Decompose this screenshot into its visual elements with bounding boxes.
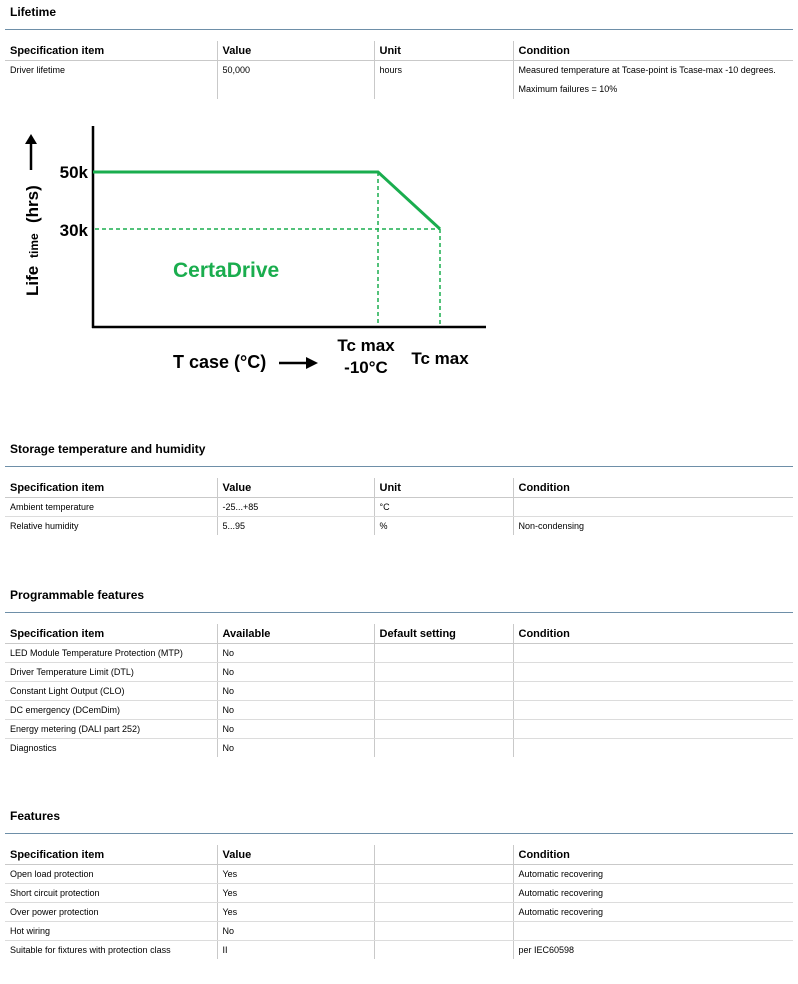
column-header: Condition [513, 845, 793, 864]
section-title-storage: Storage temperature and humidity [10, 442, 206, 456]
cell-value: -25...+85 [217, 497, 374, 516]
column-header: Specification item [5, 845, 217, 864]
y-tick-label: 50k [59, 163, 88, 182]
table-header-row [5, 41, 793, 60]
cell-item: Driver lifetime [10, 64, 66, 75]
section-title-features: Features [10, 809, 61, 823]
table-row [5, 700, 793, 719]
cell-value: No [217, 719, 374, 738]
cell-value: No [217, 921, 374, 940]
column-header: Specification item [5, 478, 217, 497]
cell-item: LED Module Temperature Protection (MTP) [5, 643, 217, 662]
column-header [374, 845, 513, 864]
lifetime-table [5, 41, 793, 99]
table-row [5, 883, 793, 902]
table-header-row [5, 845, 793, 864]
y-label-main: Life [23, 265, 42, 296]
table-row [5, 940, 793, 959]
condition-line: Measured temperature at Tcase-point is Tcase-max -10 degrees. [518, 64, 776, 75]
column-header: Value [217, 478, 374, 497]
cell-default [374, 738, 513, 757]
cell-condition: Automatic recovering [513, 902, 793, 921]
column-header: Condition [513, 41, 793, 60]
y-label-small: time [27, 233, 41, 258]
table-row [5, 921, 793, 940]
cell-value: No [217, 681, 374, 700]
section-divider [5, 833, 793, 834]
x-tick-label: -10°C [344, 358, 388, 377]
column-header: Condition [513, 624, 793, 643]
y-tick-label: 30k [59, 221, 88, 240]
table-row [5, 681, 793, 700]
arrow-right-icon [306, 357, 318, 369]
cell-item: Constant Light Output (CLO) [5, 681, 217, 700]
cell-item: Short circuit protection [5, 883, 217, 902]
cell-condition [513, 60, 793, 99]
cell-item: Relative humidity [10, 520, 79, 531]
section-divider [5, 612, 793, 613]
table-row [5, 497, 793, 516]
cell-empty [374, 940, 513, 959]
arrow-up-icon [25, 134, 37, 144]
cell-default [374, 681, 513, 700]
column-header: Value [217, 41, 374, 60]
cell-value: 5...95 [217, 516, 374, 535]
cell-condition: Automatic recovering [513, 883, 793, 902]
cell-default [374, 643, 513, 662]
cell-item: Suitable for fixtures with protection class [10, 944, 171, 955]
cell-value: Yes [217, 883, 374, 902]
cell-condition [513, 719, 793, 738]
cell-item: Hot wiring [5, 921, 217, 940]
table-header-row [5, 624, 793, 643]
cell-item: DC emergency (DCemDim) [5, 700, 217, 719]
storage-table [5, 478, 793, 535]
table-row [5, 719, 793, 738]
cell-condition [513, 662, 793, 681]
cell-unit: °C [374, 497, 513, 516]
table-row [5, 516, 793, 535]
cell-default [374, 700, 513, 719]
cell-value: II [217, 940, 374, 959]
column-header: Specification item [5, 624, 217, 643]
cell-empty [374, 902, 513, 921]
y-label-unit: (hrs) [23, 185, 42, 223]
cell-item: Driver Temperature Limit (DTL) [5, 662, 217, 681]
cell-item: Ambient temperature [5, 497, 217, 516]
cell-condition [513, 921, 793, 940]
x-tick-label: Tc max [337, 336, 395, 355]
cell-value: No [217, 738, 374, 757]
cell-unit: hours [374, 60, 513, 99]
column-header: Unit [374, 478, 513, 497]
cell-item: Over power protection [5, 902, 217, 921]
cell-condition: Automatic recovering [513, 864, 793, 883]
cell-empty [374, 883, 513, 902]
table-row [5, 864, 793, 883]
series-line [93, 172, 440, 229]
table-row [5, 902, 793, 921]
table-row [5, 643, 793, 662]
column-header: Condition [513, 478, 793, 497]
table-row [5, 738, 793, 757]
cell-value: Yes [217, 864, 374, 883]
cell-value: 50,000 [217, 60, 374, 99]
cell-condition [513, 643, 793, 662]
cell-value: No [217, 662, 374, 681]
programmable-table [5, 624, 793, 757]
table-row [5, 60, 793, 99]
cell-default [374, 719, 513, 738]
cell-condition [513, 700, 793, 719]
table-header-row [5, 478, 793, 497]
cell-condition [513, 497, 793, 516]
brand-label: CertaDrive [173, 259, 280, 282]
cell-condition: per IEC60598 [513, 940, 793, 959]
cell-empty [374, 864, 513, 883]
cell-condition: Non-condensing [513, 516, 793, 535]
cell-value: No [217, 643, 374, 662]
cell-item: Energy metering (DALI part 252) [5, 719, 217, 738]
condition-line: Maximum failures = 10% [518, 83, 618, 94]
column-header: Available [217, 624, 374, 643]
column-header: Default setting [374, 624, 513, 643]
cell-empty [374, 921, 513, 940]
column-header: Unit [374, 41, 513, 60]
x-axis-label: T case (°C) [173, 352, 267, 372]
cell-item: Diagnostics [10, 742, 57, 753]
features-table [5, 845, 793, 959]
y-axis-label [23, 185, 42, 296]
cell-item: Open load protection [5, 864, 217, 883]
cell-unit: % [374, 516, 513, 535]
table-row [5, 662, 793, 681]
column-header: Value [217, 845, 374, 864]
x-tick-label: Tc max [411, 349, 469, 368]
section-divider [5, 29, 793, 30]
column-header: Specification item [5, 41, 217, 60]
section-title-programmable: Programmable features [10, 588, 145, 602]
section-divider [5, 466, 793, 467]
cell-condition [513, 681, 793, 700]
section-title-lifetime: Lifetime [10, 5, 57, 19]
cell-condition [513, 738, 793, 757]
lifetime-chart [0, 118, 520, 388]
cell-value: No [217, 700, 374, 719]
cell-value: Yes [217, 902, 374, 921]
cell-default [374, 662, 513, 681]
